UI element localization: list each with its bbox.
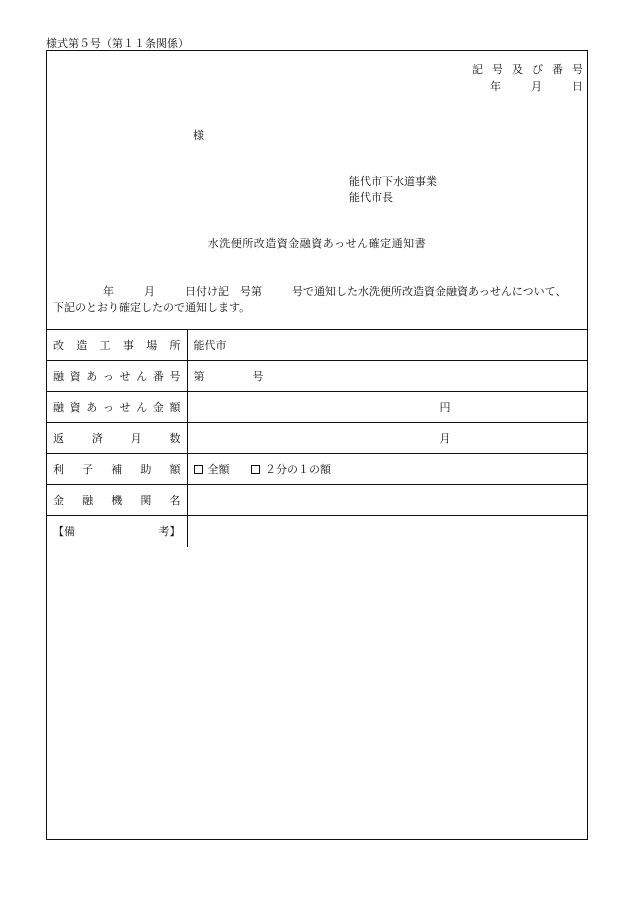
table-row	[47, 423, 587, 454]
body-dated-number: 日付け記 号第	[185, 285, 262, 298]
label-char: 数	[169, 432, 181, 445]
spread-label	[53, 430, 181, 446]
label-char: あ	[86, 370, 98, 383]
document-header	[47, 51, 592, 330]
label-interest-subsidy	[47, 454, 187, 485]
date-year: 年	[490, 80, 501, 93]
label-char: 資	[69, 401, 81, 414]
remarks-label	[53, 523, 181, 539]
label-char: 場	[146, 339, 158, 352]
sender-organization: 能代市下水道事業	[349, 175, 437, 188]
label-loan-number	[47, 361, 187, 392]
label-char: 番	[152, 370, 164, 383]
label-remarks	[47, 516, 187, 547]
label-char: 月	[130, 432, 142, 445]
option-full-label: 全額	[207, 463, 230, 476]
label-char: 機	[111, 494, 123, 507]
value-financial-institution[interactable]	[187, 485, 587, 516]
value-loan-number[interactable]	[187, 361, 587, 392]
form-frame	[46, 50, 592, 840]
details-table	[47, 329, 587, 547]
date-month: 月	[531, 80, 542, 93]
label-char: 額	[169, 463, 181, 476]
body-line-2: 下記のとおり確定したので通知します。	[53, 301, 251, 314]
spread-label	[53, 368, 181, 384]
label-char: 返	[53, 432, 64, 445]
label-char: 融	[53, 370, 64, 383]
value-remarks[interactable]	[187, 516, 587, 547]
label-char: 金	[53, 494, 64, 507]
label-construction-site	[47, 330, 187, 361]
body-year: 年	[103, 285, 114, 298]
label-char: せ	[119, 370, 131, 383]
label-char: っ	[102, 370, 114, 383]
label-char: 金	[152, 401, 164, 414]
value-interest-subsidy	[187, 454, 587, 485]
body-notice-text: 号で通知した水洗便所改造資金融資あっせんについて、	[292, 285, 567, 298]
option-half-amount[interactable]	[251, 463, 331, 476]
remarks-label-close: 考】	[158, 525, 181, 539]
label-char: 所	[169, 339, 181, 352]
value-construction-site[interactable]: 能代市	[187, 330, 587, 361]
loan-number-prefix: 第	[193, 370, 205, 383]
label-loan-amount	[47, 392, 187, 423]
spread-label	[53, 461, 181, 477]
date-day: 日	[572, 80, 583, 93]
label-char: 関	[140, 494, 152, 507]
label-char: 事	[122, 339, 134, 352]
recipient-honorific: 様	[193, 129, 204, 142]
document-number-label: 記号及び番号	[472, 63, 592, 76]
month-unit: 月	[439, 432, 451, 445]
spread-label	[53, 337, 181, 353]
value-repayment-months[interactable]	[187, 423, 587, 454]
body-line-1	[53, 283, 566, 299]
label-char: 子	[82, 463, 94, 476]
label-char: 号	[169, 370, 181, 383]
label-char: 造	[76, 339, 88, 352]
loan-number-suffix: 号	[252, 370, 264, 383]
label-char: 名	[169, 494, 181, 507]
label-char: 改	[53, 339, 64, 352]
checkbox-icon[interactable]	[251, 465, 260, 474]
label-char: ん	[136, 370, 148, 383]
checkbox-icon[interactable]	[194, 465, 203, 474]
label-char: 資	[69, 370, 81, 383]
option-full-amount[interactable]	[194, 463, 230, 476]
value-loan-amount[interactable]	[187, 392, 587, 423]
label-repayment-months	[47, 423, 187, 454]
option-half-label: ２分の１の額	[265, 463, 331, 476]
form-number-label: 様式第５号（第１１条関係）	[46, 37, 189, 50]
label-char: 工	[99, 339, 111, 352]
label-char: ん	[136, 401, 148, 414]
label-char: 融	[82, 494, 94, 507]
label-char: あ	[86, 401, 98, 414]
label-char: せ	[119, 401, 131, 414]
remarks-label-open: 【備	[53, 525, 75, 539]
label-char: 利	[53, 463, 64, 476]
spread-label	[53, 492, 181, 508]
label-financial-institution	[47, 485, 187, 516]
label-char: 額	[169, 401, 181, 414]
issue-date	[490, 78, 583, 94]
spread-label	[53, 399, 181, 415]
label-char: 済	[91, 432, 103, 445]
label-char: 融	[53, 401, 64, 414]
table-row	[47, 454, 587, 485]
label-char: 助	[140, 463, 152, 476]
body-month: 月	[144, 285, 155, 298]
document-title: 水洗便所改造資金融資あっせん確定通知書	[207, 237, 427, 250]
table-row	[47, 516, 587, 547]
table-row	[47, 485, 587, 516]
yen-unit: 円	[439, 401, 451, 414]
sender-title: 能代市長	[349, 191, 393, 204]
table-row	[47, 392, 587, 423]
table-row	[47, 330, 587, 361]
label-char: 補	[111, 463, 123, 476]
label-char: っ	[102, 401, 114, 414]
table-row	[47, 361, 587, 392]
